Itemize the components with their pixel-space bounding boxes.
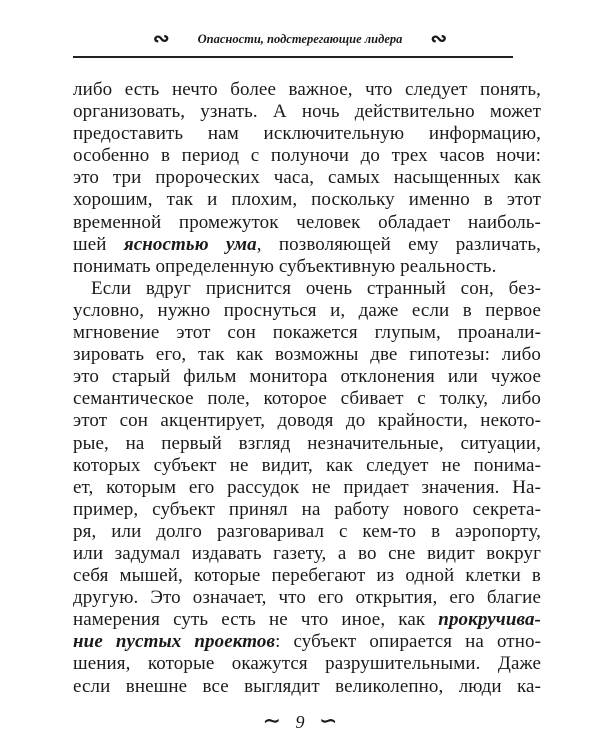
text-line [73, 410, 541, 432]
text-segment: пример, субъект принял на работу нового секрета- [73, 498, 541, 520]
text-line [73, 123, 541, 145]
text-line [73, 521, 541, 543]
text-segment: этот сон акцентирует, доводя до крайности, некото- [73, 410, 541, 432]
header-rule [73, 56, 513, 58]
emphasized-text: ние пустых проектов [73, 631, 276, 653]
text-line [73, 344, 541, 366]
text-line [73, 234, 541, 256]
text-segment: мгновение этот сон покажется глупым, проанали- [73, 322, 541, 344]
body-text [73, 79, 541, 698]
text-segment: намерения суть есть не что иное, как [73, 609, 439, 631]
text-segment: хорошим, так и плохим, поскольку именно в этот [73, 189, 541, 211]
text-segment: шения, которые окажутся разрушительными. Даже [73, 653, 541, 675]
text-segment: или задумал издавать газету, а во сне видит вокруг [73, 542, 541, 564]
text-line [73, 256, 541, 278]
text-segment: условно, нужно проснуться и, даже если в первое [73, 299, 541, 321]
text-line [73, 609, 541, 631]
text-segment: рые, на первый взгляд незначительные, ситуации, [73, 432, 541, 454]
text-line [73, 433, 541, 455]
text-segment: ет, которым его рассудок не придает значения. На- [73, 476, 541, 498]
ornament-right-icon: ∾ [430, 28, 448, 50]
text-line [73, 278, 541, 300]
text-segment: которых субъект не видит, как следует не понима- [73, 454, 541, 476]
footer-ornament-right-icon: ∽ [319, 708, 338, 733]
text-segment: : субъект опирается на отно- [275, 631, 541, 653]
text-line [73, 300, 541, 322]
page-number: 9 [295, 712, 305, 732]
text-segment: если внешне все выглядит великолепно, люди ка- [73, 675, 541, 697]
text-line [73, 212, 541, 234]
text-segment: это старый фильм монитора отклонения или чужое [73, 366, 541, 388]
text-line [73, 631, 541, 653]
running-header [0, 28, 600, 50]
text-segment: понимать определенную субъективную реальность. [73, 255, 497, 277]
text-segment: , позволяющей ему различать, [256, 233, 541, 255]
text-segment: шей [73, 233, 124, 255]
text-segment: особенно в период с полуночи до трех часов ночи: [73, 145, 541, 167]
text-line [73, 189, 541, 211]
text-line [73, 455, 541, 477]
text-line [73, 587, 541, 609]
text-line [73, 167, 541, 189]
text-segment: зировать его, так как возможны две гипотезы: либо [73, 344, 541, 366]
footer-ornament-left-icon: ∼ [262, 708, 281, 733]
text-line [73, 543, 541, 565]
text-line [73, 79, 541, 101]
running-header-title: Опасности, подстерегающие лидера [197, 32, 403, 46]
text-line [73, 653, 541, 675]
text-line [73, 676, 541, 698]
emphasized-text: прокручива- [438, 609, 541, 631]
page-footer [0, 708, 600, 734]
text-segment: временной промежуток человек обладает наиболь- [73, 211, 541, 233]
text-line [73, 565, 541, 587]
text-line [73, 477, 541, 499]
text-line [73, 145, 541, 167]
emphasized-text: ясностью ума [123, 233, 257, 255]
text-segment: Если вдруг приснится очень странный сон, без- [91, 277, 541, 299]
text-line [73, 366, 541, 388]
text-segment: другую. Это означает, что его открытия, его благие [73, 587, 541, 609]
text-segment: предоставить нам исключительную информацию, [73, 123, 541, 145]
text-line [73, 322, 541, 344]
text-segment: себя мышей, которые перебегают из одной клетки в [73, 565, 541, 587]
text-segment: либо есть нечто более важное, что следует понять, [73, 79, 541, 100]
ornament-left-icon: ∾ [152, 28, 170, 50]
text-line [73, 499, 541, 521]
text-segment: это три пророческих часа, самых насыщенных как [73, 167, 541, 189]
text-line [73, 388, 541, 410]
text-segment: семантическое поле, которое сбивает с толку, либо [73, 388, 541, 410]
text-segment: ря, или долго разговаривал с кем-то в аэропорту, [73, 520, 541, 542]
text-segment: организовать, узнать. А ночь действительно может [73, 101, 541, 123]
text-line [73, 101, 541, 123]
